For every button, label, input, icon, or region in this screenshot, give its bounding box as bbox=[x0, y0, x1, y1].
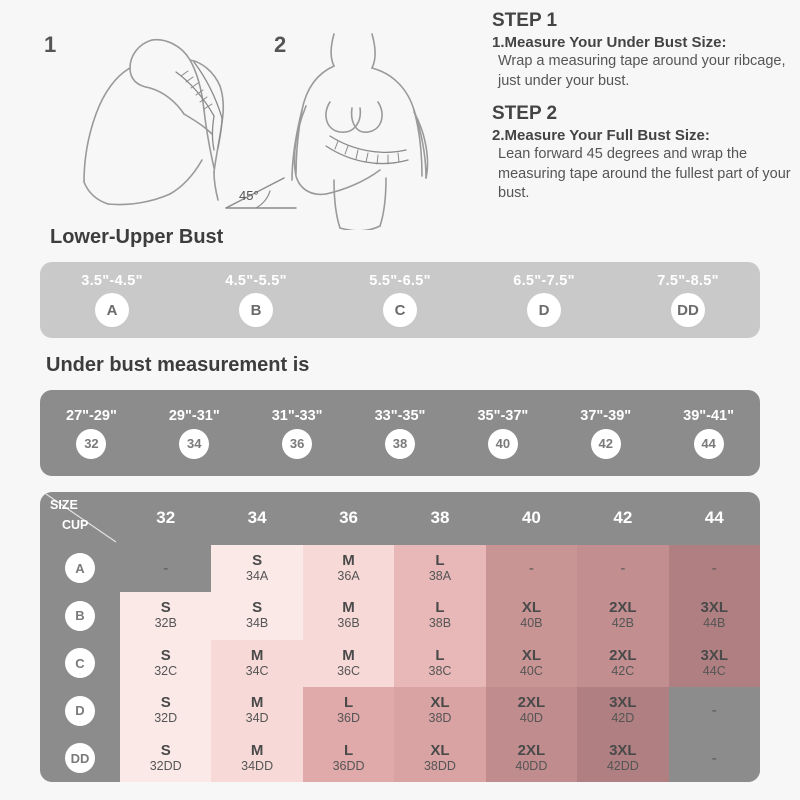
cup-letter: A bbox=[95, 293, 129, 327]
cup-section-heading: Lower-Upper Bust bbox=[50, 226, 224, 248]
matrix-cell bbox=[486, 687, 577, 734]
under-bust-range: 31"-33" bbox=[271, 407, 323, 424]
under-bust-cell bbox=[349, 408, 452, 459]
band-size: 42 bbox=[591, 429, 621, 459]
cell-size: M bbox=[342, 646, 355, 664]
cell-size: S bbox=[160, 599, 171, 617]
column-header: 44 bbox=[704, 508, 724, 528]
cell-band: 38B bbox=[428, 616, 452, 631]
cell-size: S bbox=[252, 551, 263, 569]
cell-size: L bbox=[435, 599, 445, 617]
cell-size: S bbox=[252, 599, 263, 617]
step-1-title: STEP 1 bbox=[492, 10, 558, 31]
under-bust-range: 35"-37" bbox=[477, 407, 529, 424]
cell-band: 36B bbox=[337, 616, 360, 631]
under-bust-cell bbox=[554, 408, 657, 459]
row-cup-letter: D bbox=[65, 696, 95, 726]
size-matrix-table bbox=[40, 492, 760, 782]
matrix-cell bbox=[120, 592, 211, 639]
cell-size: M bbox=[342, 599, 355, 617]
matrix-cell bbox=[669, 545, 760, 592]
matrix-cell bbox=[211, 734, 302, 782]
matrix-cell bbox=[394, 640, 485, 687]
step-2 bbox=[492, 103, 792, 204]
matrix-corner-header bbox=[40, 492, 120, 545]
band-size: 34 bbox=[179, 429, 209, 459]
cell-size: S bbox=[160, 741, 171, 759]
cell-band: 42D bbox=[611, 711, 635, 726]
under-bust-heading: Under bust measurement is bbox=[46, 354, 310, 376]
cell-size: M bbox=[250, 741, 264, 759]
cell-size: L bbox=[435, 646, 445, 664]
under-bust-cell bbox=[451, 408, 554, 459]
cell-size: XL bbox=[430, 741, 450, 759]
cup-letter: DD bbox=[671, 293, 705, 327]
cell-size: 2XL bbox=[517, 694, 546, 712]
cell-band: 32DD bbox=[149, 758, 182, 773]
cell-size: 2XL bbox=[609, 599, 637, 617]
cup-range: 6.5"-7.5" bbox=[513, 273, 575, 289]
cell-size: - bbox=[620, 559, 626, 577]
matrix-cell bbox=[303, 640, 394, 687]
matrix-cell bbox=[120, 640, 211, 687]
under-bust-range: 29"-31" bbox=[168, 407, 220, 424]
cell-size: XL bbox=[521, 646, 541, 664]
cell-band: 44C bbox=[702, 663, 726, 678]
band-size: 32 bbox=[76, 429, 106, 459]
row-cup-letter: A bbox=[65, 553, 95, 583]
step-1-subtitle: 1.Measure Your Under Bust Size: bbox=[492, 34, 727, 51]
matrix-cell bbox=[303, 592, 394, 639]
cup-range: 3.5"-4.5" bbox=[81, 273, 143, 289]
row-cup-letter: DD bbox=[65, 743, 95, 773]
matrix-cell bbox=[394, 687, 485, 734]
cup-range: 4.5"-5.5" bbox=[225, 273, 287, 289]
cell-band: 40B bbox=[520, 616, 543, 631]
cup-letter: C bbox=[383, 293, 417, 327]
cell-band: 36D bbox=[337, 711, 361, 726]
under-bust-cell bbox=[657, 408, 760, 459]
row-header bbox=[40, 687, 120, 734]
illustration-number-1: 1 bbox=[44, 32, 57, 57]
cell-band: 42DD bbox=[606, 758, 639, 773]
matrix-cell bbox=[577, 545, 668, 592]
cell-band: 34B bbox=[246, 616, 269, 631]
cell-size: 2XL bbox=[517, 741, 546, 759]
matrix-cell bbox=[211, 640, 302, 687]
illustration-number-2: 2 bbox=[274, 32, 287, 57]
step-2-subtitle: 2.Measure Your Full Bust Size: bbox=[492, 127, 710, 145]
under-bust-range: 33"-35" bbox=[374, 407, 426, 424]
cell-size: L bbox=[435, 551, 445, 569]
cell-size: - bbox=[163, 559, 169, 577]
matrix-cell bbox=[303, 545, 394, 592]
cell-band: 38D bbox=[428, 711, 452, 726]
corner-size-label: SIZE bbox=[50, 498, 78, 513]
cup-band bbox=[40, 262, 760, 338]
cell-band: 34DD bbox=[241, 758, 274, 773]
cell-band: 34D bbox=[245, 711, 269, 726]
band-size: 44 bbox=[694, 429, 724, 459]
cell-size: S bbox=[160, 646, 171, 664]
cell-band: 44B bbox=[703, 616, 726, 631]
matrix-cell bbox=[211, 545, 302, 592]
band-size: 38 bbox=[385, 429, 415, 459]
matrix-cell bbox=[211, 687, 302, 734]
row-header bbox=[40, 592, 120, 639]
under-bust-range: 37"-39" bbox=[580, 407, 632, 424]
cell-size: 3XL bbox=[609, 694, 637, 712]
under-bust-range: 27"-29" bbox=[66, 407, 117, 424]
cup-cell bbox=[40, 273, 184, 327]
measurement-illustrations bbox=[34, 10, 464, 230]
step-1 bbox=[492, 10, 792, 91]
cell-size: M bbox=[250, 694, 264, 712]
band-size: 36 bbox=[282, 429, 312, 459]
angle-label: 45° bbox=[239, 188, 259, 203]
cell-size: - bbox=[711, 702, 717, 720]
row-cup-letter: C bbox=[65, 648, 95, 678]
row-header bbox=[40, 640, 120, 687]
step-2-title: STEP 2 bbox=[492, 103, 558, 125]
cell-band: 34C bbox=[245, 663, 269, 678]
matrix-cell bbox=[303, 734, 394, 782]
step-1-body: Wrap a measuring tape around your ribcage, just under your bust. bbox=[498, 53, 786, 89]
matrix-cell bbox=[486, 640, 577, 687]
under-bust-cell bbox=[143, 408, 246, 459]
cell-band: 42B bbox=[611, 616, 634, 631]
table-row bbox=[40, 734, 760, 782]
column-header: 40 bbox=[521, 508, 541, 528]
cup-range: 5.5"-6.5" bbox=[369, 273, 431, 289]
instructions bbox=[492, 10, 792, 216]
table-row bbox=[40, 592, 760, 639]
column-header: 32 bbox=[156, 508, 176, 528]
table-row bbox=[40, 687, 760, 734]
cell-band: 40D bbox=[519, 711, 543, 726]
matrix-cell bbox=[577, 640, 668, 687]
matrix-cell bbox=[486, 592, 577, 639]
matrix-cell bbox=[669, 592, 760, 639]
cell-band: 36A bbox=[337, 568, 360, 583]
matrix-cell bbox=[577, 687, 668, 734]
cell-band: 40DD bbox=[515, 758, 548, 773]
cell-band: 36C bbox=[337, 663, 361, 678]
column-header: 38 bbox=[430, 508, 450, 528]
row-header bbox=[40, 545, 120, 592]
table-row bbox=[40, 640, 760, 687]
cell-band: 32B bbox=[154, 616, 177, 631]
under-bust-cell bbox=[40, 408, 143, 459]
matrix-cell bbox=[394, 592, 485, 639]
column-header: 34 bbox=[247, 508, 267, 528]
cell-size: L bbox=[343, 741, 354, 759]
cell-band: 42C bbox=[611, 663, 635, 678]
cell-band: 34A bbox=[246, 568, 269, 583]
matrix-cell bbox=[577, 734, 668, 782]
row-header bbox=[40, 734, 120, 782]
cell-size: M bbox=[250, 646, 264, 664]
size-matrix bbox=[40, 492, 760, 782]
matrix-cell bbox=[669, 687, 760, 734]
cup-cell bbox=[184, 273, 328, 327]
cell-size: 3XL bbox=[700, 599, 729, 617]
cell-band: 40C bbox=[519, 663, 543, 678]
cell-band: 32D bbox=[154, 711, 178, 726]
cell-band: 36DD bbox=[332, 758, 365, 773]
corner-cup-label: CUP bbox=[62, 518, 89, 533]
matrix-cell bbox=[211, 592, 302, 639]
cell-size: M bbox=[342, 551, 355, 569]
cell-size: S bbox=[160, 694, 171, 712]
table-header-row bbox=[40, 492, 760, 545]
cell-size: - bbox=[711, 749, 717, 767]
matrix-cell bbox=[120, 687, 211, 734]
column-header: 36 bbox=[339, 508, 359, 528]
matrix-cell bbox=[394, 734, 485, 782]
cup-cell bbox=[472, 273, 616, 327]
matrix-cell bbox=[669, 734, 760, 782]
cell-size: 2XL bbox=[609, 646, 637, 664]
under-bust-band bbox=[40, 390, 760, 476]
matrix-cell bbox=[120, 734, 211, 782]
cell-size: - bbox=[711, 559, 717, 577]
cell-band: 38A bbox=[428, 568, 452, 583]
cell-band: 32C bbox=[154, 663, 178, 678]
cell-size: 3XL bbox=[700, 646, 729, 664]
cell-band: 38C bbox=[428, 663, 452, 678]
cell-size: 3XL bbox=[609, 741, 637, 759]
column-header: 42 bbox=[613, 508, 633, 528]
matrix-cell bbox=[303, 687, 394, 734]
cell-size: L bbox=[343, 694, 354, 712]
cell-size: XL bbox=[430, 694, 450, 712]
table-row bbox=[40, 545, 760, 592]
band-size: 40 bbox=[488, 429, 518, 459]
cell-size: XL bbox=[521, 599, 541, 617]
matrix-cell bbox=[486, 545, 577, 592]
cup-letter: B bbox=[239, 293, 273, 327]
step-2-body: Lean forward 45 degrees and wrap the measuring tape around the fullest part of your bust. bbox=[498, 146, 791, 202]
cell-band: 38DD bbox=[423, 758, 456, 773]
cup-cell bbox=[328, 273, 472, 327]
matrix-cell bbox=[394, 545, 485, 592]
matrix-cell bbox=[486, 734, 577, 782]
cell-size: - bbox=[528, 559, 534, 577]
row-cup-letter: B bbox=[65, 601, 95, 631]
cup-range: 7.5"-8.5" bbox=[657, 273, 719, 289]
under-bust-cell bbox=[246, 408, 349, 459]
matrix-cell bbox=[120, 545, 211, 592]
under-bust-range: 39"-41" bbox=[683, 407, 734, 424]
cup-cell bbox=[616, 273, 760, 327]
cup-letter: D bbox=[527, 293, 561, 327]
matrix-cell bbox=[577, 592, 668, 639]
matrix-cell bbox=[669, 640, 760, 687]
